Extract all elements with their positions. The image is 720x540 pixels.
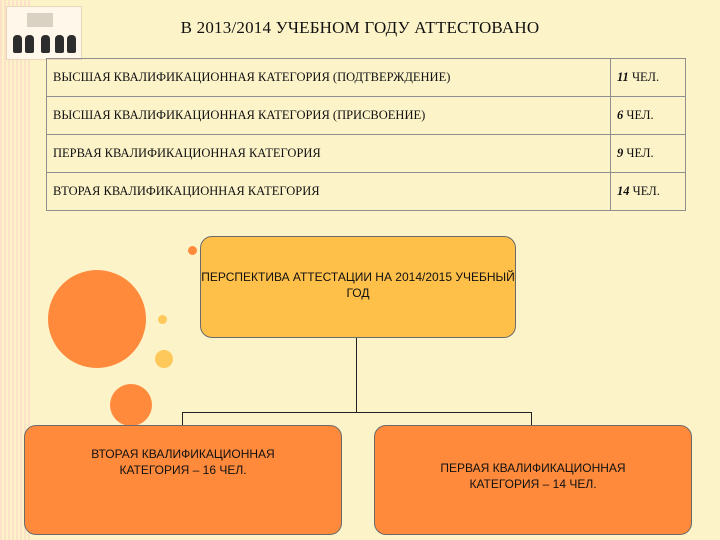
category-cell: ВТОРАЯ КВАЛИФИКАЦИОННАЯ КАТЕГОРИЯ bbox=[47, 173, 611, 211]
decorative-circle-large bbox=[48, 270, 146, 368]
count-number: 9 bbox=[617, 146, 624, 160]
page-title: В 2013/2014 УЧЕБНОМ ГОДУ АТТЕСТОВАНО bbox=[180, 18, 540, 37]
connector-vertical bbox=[356, 336, 357, 412]
count-unit: ЧЕЛ. bbox=[623, 108, 654, 122]
count-cell bbox=[611, 59, 686, 97]
count-number: 14 bbox=[617, 184, 630, 198]
connector-left bbox=[182, 412, 183, 425]
table-row bbox=[47, 135, 686, 173]
count-cell bbox=[611, 135, 686, 173]
table-row bbox=[47, 173, 686, 211]
table-row bbox=[47, 59, 686, 97]
count-cell bbox=[611, 97, 686, 135]
category-cell: ВЫСШАЯ КВАЛИФИКАЦИОННАЯ КАТЕГОРИЯ (ПОДТВЕРЖДЕНИЕ) bbox=[47, 59, 611, 97]
decorative-circle-tiny bbox=[158, 315, 167, 324]
decorative-circle-small bbox=[155, 350, 173, 368]
table-row bbox=[47, 97, 686, 135]
decorative-circle-tiny bbox=[188, 246, 197, 255]
second-category-label: ВТОРАЯ КВАЛИФИКАЦИОННАЯ КАТЕГОРИЯ – 16 ЧЕЛ. bbox=[91, 447, 275, 477]
count-number: 11 bbox=[617, 70, 629, 84]
second-category-box bbox=[24, 425, 342, 535]
count-unit: ЧЕЛ. bbox=[628, 70, 660, 84]
connector-right bbox=[531, 412, 532, 425]
perspective-label: ПЕРСПЕКТИВА АТТЕСТАЦИИ НА 2014/2015 УЧЕБНЫЙ ГОД bbox=[201, 270, 515, 300]
count-number: 6 bbox=[617, 108, 624, 122]
category-cell: ПЕРВАЯ КВАЛИФИКАЦИОННАЯ КАТЕГОРИЯ bbox=[47, 135, 611, 173]
count-unit: ЧЕЛ. bbox=[623, 146, 654, 160]
first-category-label: ПЕРВАЯ КВАЛИФИКАЦИОННАЯ КАТЕГОРИЯ – 14 ЧЕЛ. bbox=[440, 461, 626, 491]
count-cell bbox=[611, 173, 686, 211]
perspective-box bbox=[200, 236, 516, 338]
attestation-table bbox=[46, 58, 686, 211]
decorative-circle-medium bbox=[110, 384, 152, 426]
connector-horizontal bbox=[182, 412, 531, 413]
category-cell: ВЫСШАЯ КВАЛИФИКАЦИОННАЯ КАТЕГОРИЯ (ПРИСВОЕНИЕ) bbox=[47, 97, 611, 135]
count-unit: ЧЕЛ. bbox=[629, 184, 660, 198]
first-category-box bbox=[374, 425, 692, 535]
